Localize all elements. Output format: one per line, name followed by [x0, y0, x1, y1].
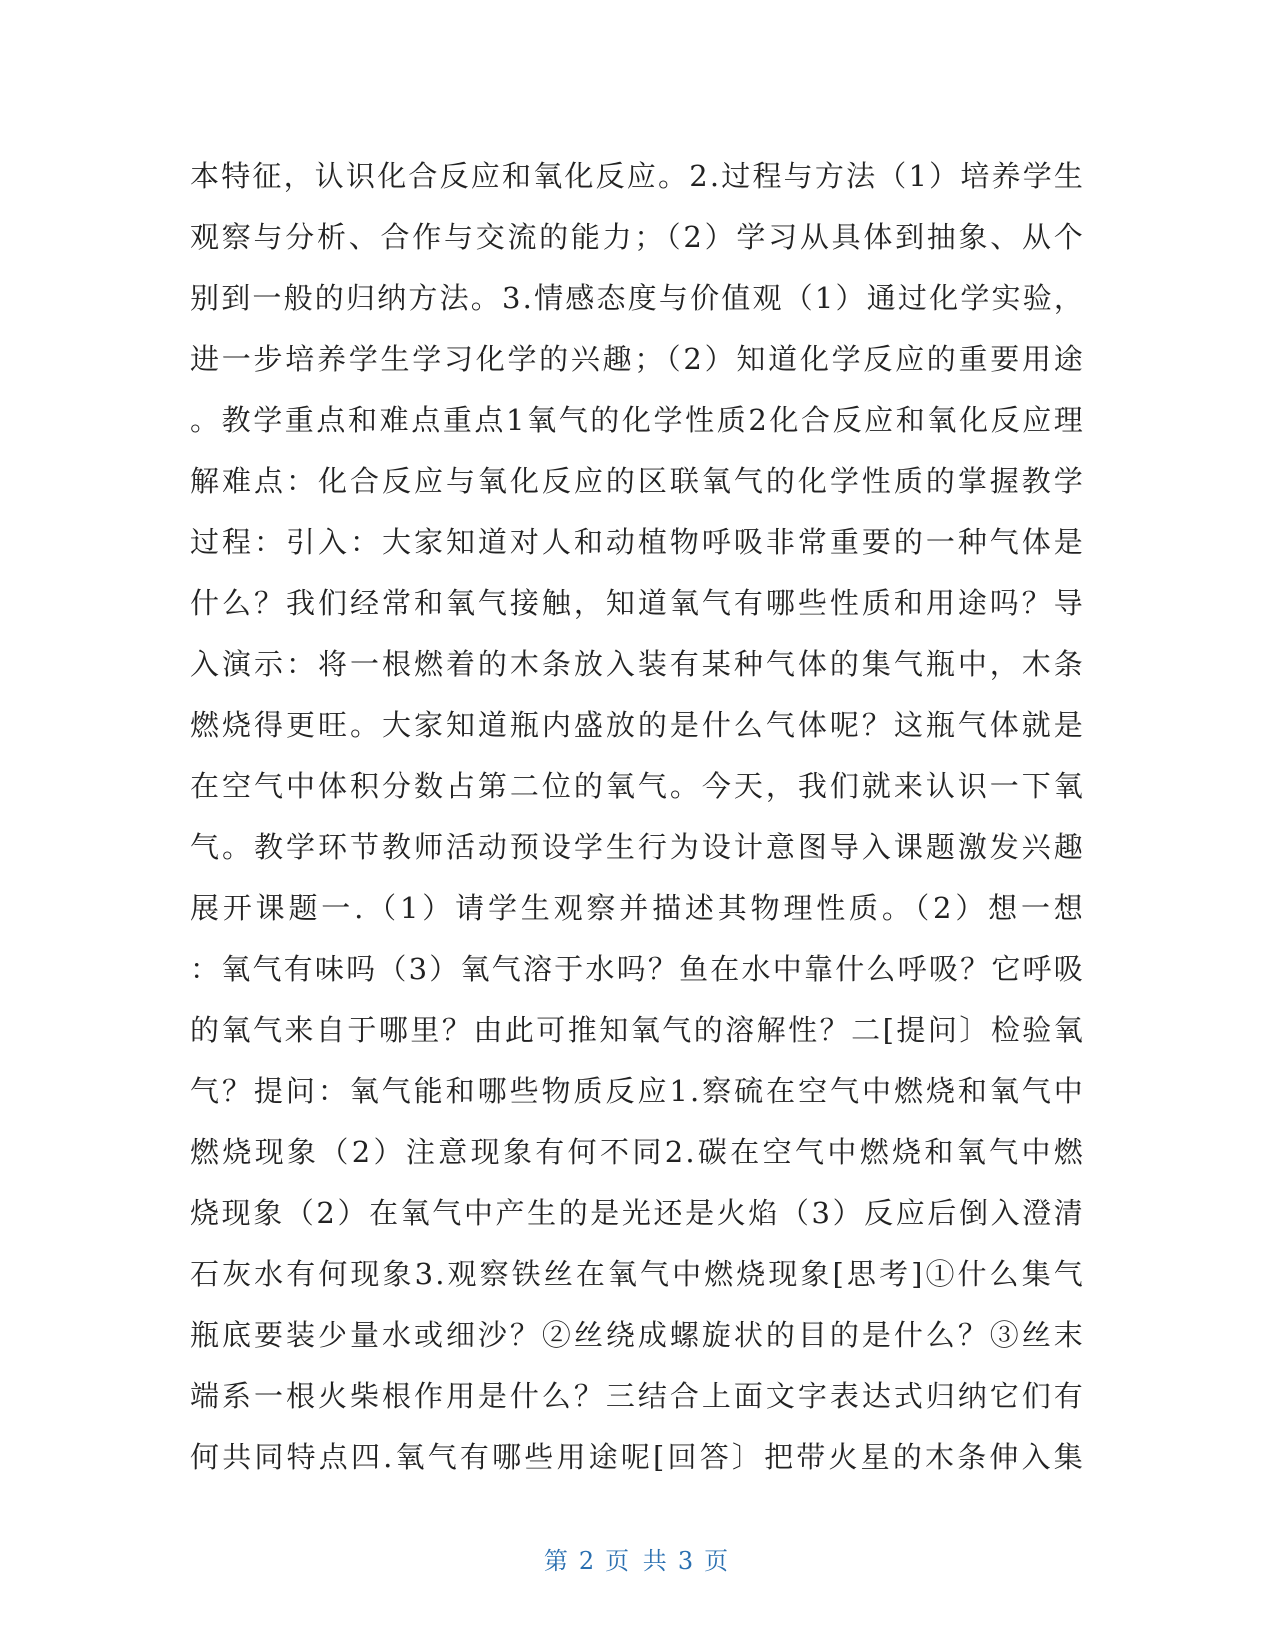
body-text: [190, 146, 1085, 1488]
text-line: 什么？我们经常和氧气接触，知道氧气有哪些性质和用途吗？导: [190, 586, 1085, 620]
text-line: 烧现象（2）在氧气中产生的是光还是火焰（3）反应后倒入澄清: [190, 1196, 1085, 1230]
text-line: 石灰水有何现象3.观察铁丝在氧气中燃烧现象[思考]①什么集气: [190, 1257, 1085, 1291]
text-line: 在空气中体积分数占第二位的氧气。今天，我们就来认识一下氧: [190, 769, 1085, 803]
text-line: 何共同特点四.氧气有哪些用途呢[回答〕把带火星的木条伸入集: [190, 1440, 1085, 1474]
text-line: 燃烧得更旺。大家知道瓶内盛放的是什么气体呢？这瓶气体就是: [190, 708, 1085, 742]
footer-suffix: 页: [704, 1547, 732, 1575]
footer-page-number: 2: [578, 1547, 598, 1575]
text-line: 别到一般的归纳方法。3.情感态度与价值观（1）通过化学实验，: [190, 281, 1085, 315]
footer-middle: 页 共: [605, 1547, 670, 1575]
text-line: 解难点：化合反应与氧化反应的区联氧气的化学性质的掌握教学: [190, 464, 1085, 498]
text-line: 观察与分析、合作与交流的能力；（2）学习从具体到抽象、从个: [190, 220, 1085, 254]
footer-total-pages: 3: [677, 1547, 697, 1575]
text-line: 过程：引入：大家知道对人和动植物呼吸非常重要的一种气体是: [190, 525, 1085, 559]
text-line: 展开课题一.（1）请学生观察并描述其物理性质。（2）想一想: [190, 891, 1085, 925]
text-line: 端系一根火柴根作用是什么？三结合上面文字表达式归纳它们有: [190, 1379, 1085, 1413]
footer-prefix: 第: [543, 1547, 571, 1575]
text-line: 气。教学环节教师活动预设学生行为设计意图导入课题激发兴趣: [190, 830, 1085, 864]
text-line: 。教学重点和难点重点1氧气的化学性质2化合反应和氧化反应理: [190, 403, 1085, 437]
text-line: 气？提问：氧气能和哪些物质反应1.察硫在空气中燃烧和氧气中: [190, 1074, 1085, 1108]
text-line: 瓶底要装少量水或细沙？②丝绕成螺旋状的目的是什么？③丝末: [190, 1318, 1085, 1352]
text-line: 燃烧现象（2）注意现象有何不同2.碳在空气中燃烧和氧气中燃: [190, 1135, 1085, 1169]
text-line: 的氧气来自于哪里？由此可推知氧气的溶解性？二[提问〕检验氧: [190, 1013, 1085, 1047]
text-line: 入演示：将一根燃着的木条放入装有某种气体的集气瓶中，木条: [190, 647, 1085, 681]
text-line: 进一步培养学生学习化学的兴趣；（2）知道化学反应的重要用途: [190, 342, 1085, 376]
text-line: ：氧气有味吗（3）氧气溶于水吗？鱼在水中靠什么呼吸？它呼吸: [190, 952, 1085, 986]
text-line: 本特征，认识化合反应和氧化反应。2.过程与方法（1）培养学生: [190, 159, 1085, 193]
page-footer: [0, 1543, 1275, 1579]
